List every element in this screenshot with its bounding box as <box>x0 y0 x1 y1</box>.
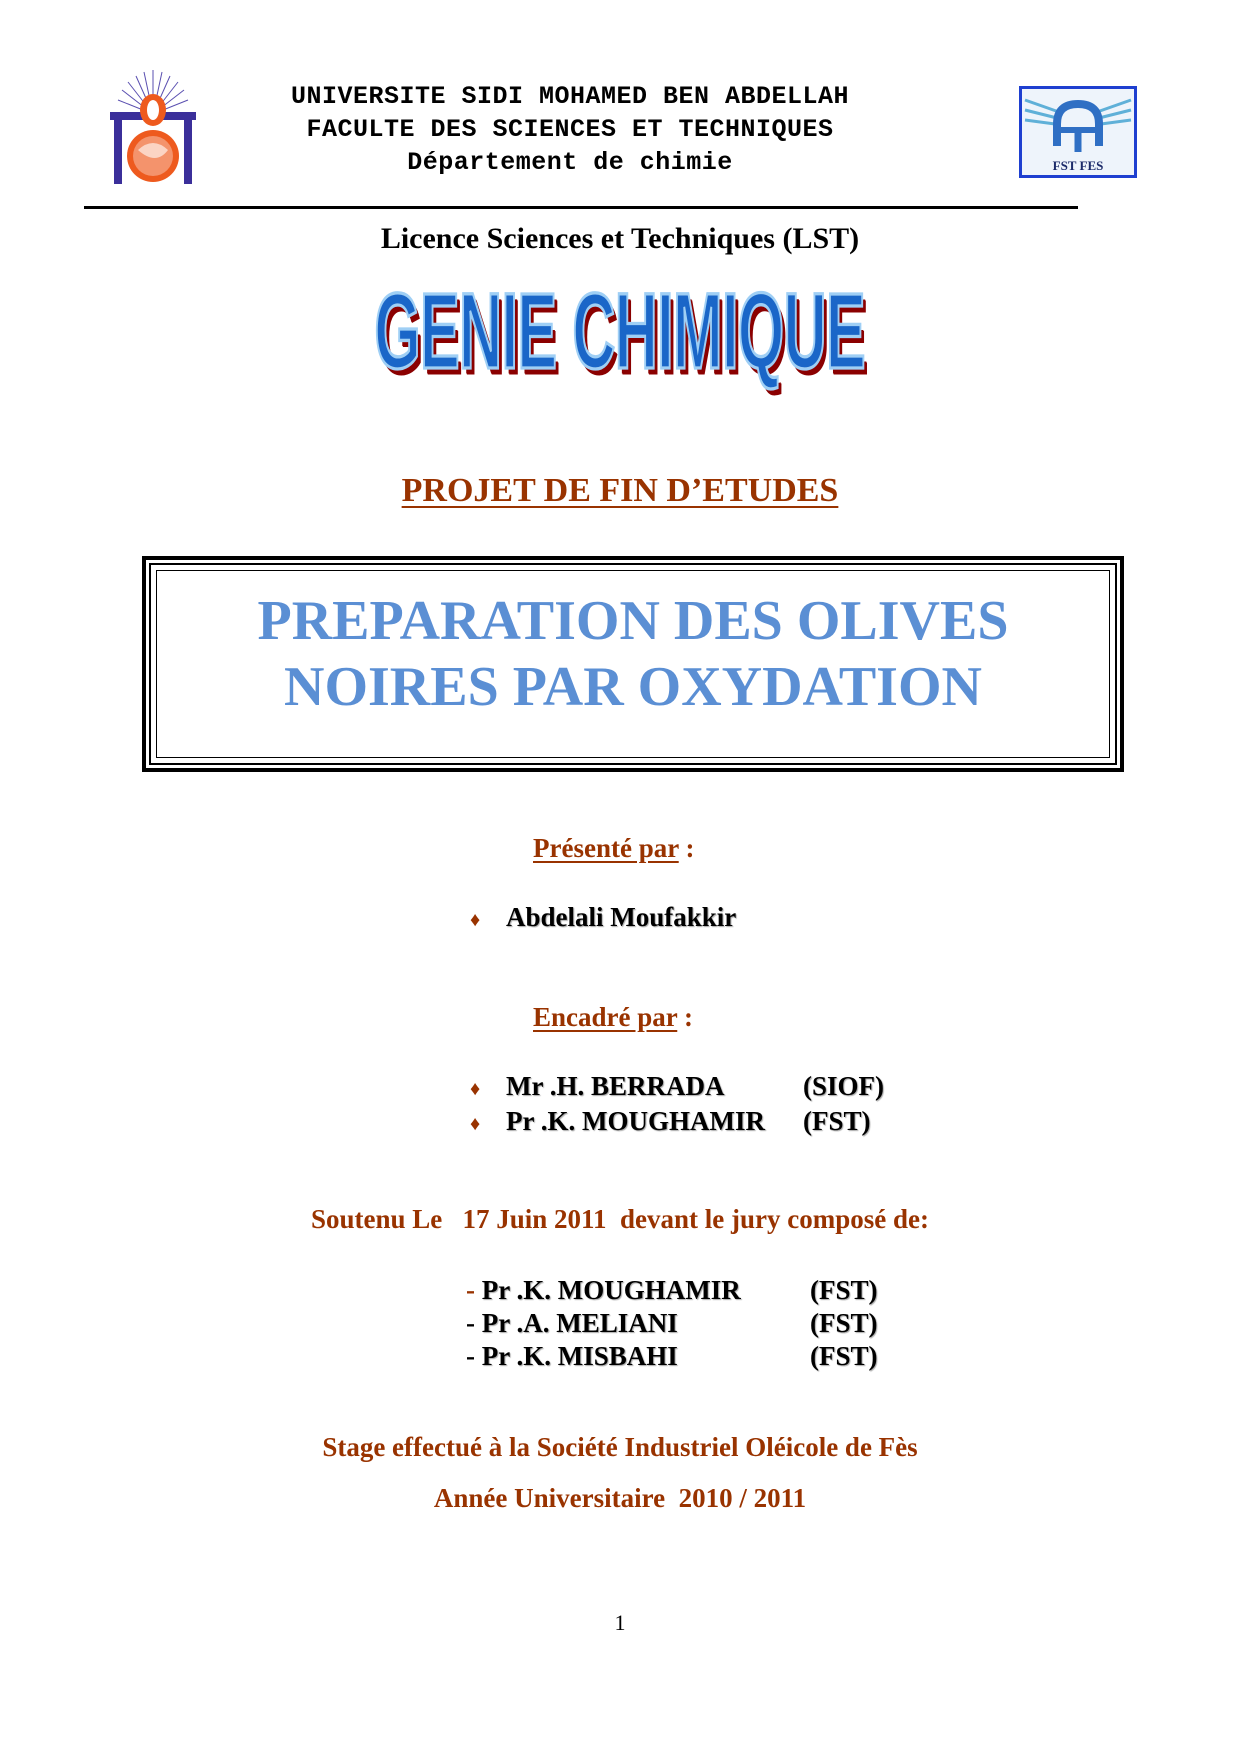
presented-by-colon: : <box>678 833 695 863</box>
jury-member-name: Pr .K. MOUGHAMIR <box>481 1275 741 1305</box>
supervisor-name: Pr .K. MOUGHAMIR <box>506 1106 765 1136</box>
dash-bullet: - <box>466 1308 482 1338</box>
supervised-by-text: Encadré par <box>533 1002 678 1032</box>
institution-header <box>250 80 890 179</box>
faculty-name: FACULTE DES SCIENCES ET TECHNIQUES <box>306 115 834 144</box>
thesis-title-line-2: NOIRES PAR OXYDATION <box>284 656 982 718</box>
student-item <box>470 902 736 933</box>
presented-by-text: Présenté par <box>533 833 679 863</box>
jury-member-name: Pr .A. MELIANI <box>481 1308 678 1338</box>
diamond-bullet-icon: ♦ <box>470 1078 481 1100</box>
student-name: Abdelali Moufakkir <box>506 902 737 932</box>
supervised-by-colon: : <box>677 1002 694 1032</box>
dash-bullet: - <box>466 1341 482 1371</box>
supervisor-item <box>470 1106 871 1137</box>
page-number: 1 <box>614 1610 626 1635</box>
program-name: Licence Sciences et Techniques (LST) <box>380 222 860 255</box>
supervisor-item <box>470 1071 884 1102</box>
thesis-title-line-1: PREPARATION DES OLIVES <box>257 590 1009 652</box>
supervisor-affiliation: (FST) <box>803 1106 871 1136</box>
defense-statement: Soutenu Le 17 Juin 2011 devant le jury composé de: <box>310 1204 930 1234</box>
department-name: Département de chimie <box>407 148 733 177</box>
jury-member-affiliation: (FST) <box>810 1308 878 1338</box>
header-divider <box>84 206 1078 209</box>
svg-text:FST FES: FST FES <box>1052 158 1104 173</box>
internship-statement: Stage effectué à la Société Industriel Oléicole de Fès <box>322 1432 918 1462</box>
dash-bullet: - <box>466 1275 482 1305</box>
project-type-heading <box>0 472 1240 510</box>
jury-member-affiliation: (FST) <box>810 1341 878 1371</box>
fst-fes-logo <box>1019 86 1137 178</box>
supervisor-affiliation: (SIOF) <box>803 1071 884 1101</box>
jury-member-name: Pr .K. MISBAHI <box>481 1341 678 1371</box>
project-type: PROJET DE FIN D’ETUDES <box>401 472 839 509</box>
specialty-title: GENIE CHIMIQUE <box>374 271 866 392</box>
specialty-wordart <box>0 271 1240 392</box>
presented-by-label <box>533 833 694 864</box>
supervised-by-label <box>533 1002 693 1033</box>
university-name: UNIVERSITE SIDI MOHAMED BEN ABDELLAH <box>290 82 850 111</box>
diamond-bullet-icon: ♦ <box>470 1113 481 1135</box>
jury-member <box>466 1308 878 1339</box>
academic-year: Année Universitaire 2010 / 2011 <box>433 1483 807 1513</box>
jury-member <box>466 1341 878 1372</box>
usmba-logo <box>108 70 198 188</box>
thesis-title <box>142 588 1124 720</box>
supervisor-name: Mr .H. BERRADA <box>506 1071 725 1101</box>
diamond-bullet-icon: ♦ <box>470 909 481 931</box>
jury-member <box>466 1275 878 1306</box>
jury-member-affiliation: (FST) <box>810 1275 878 1305</box>
